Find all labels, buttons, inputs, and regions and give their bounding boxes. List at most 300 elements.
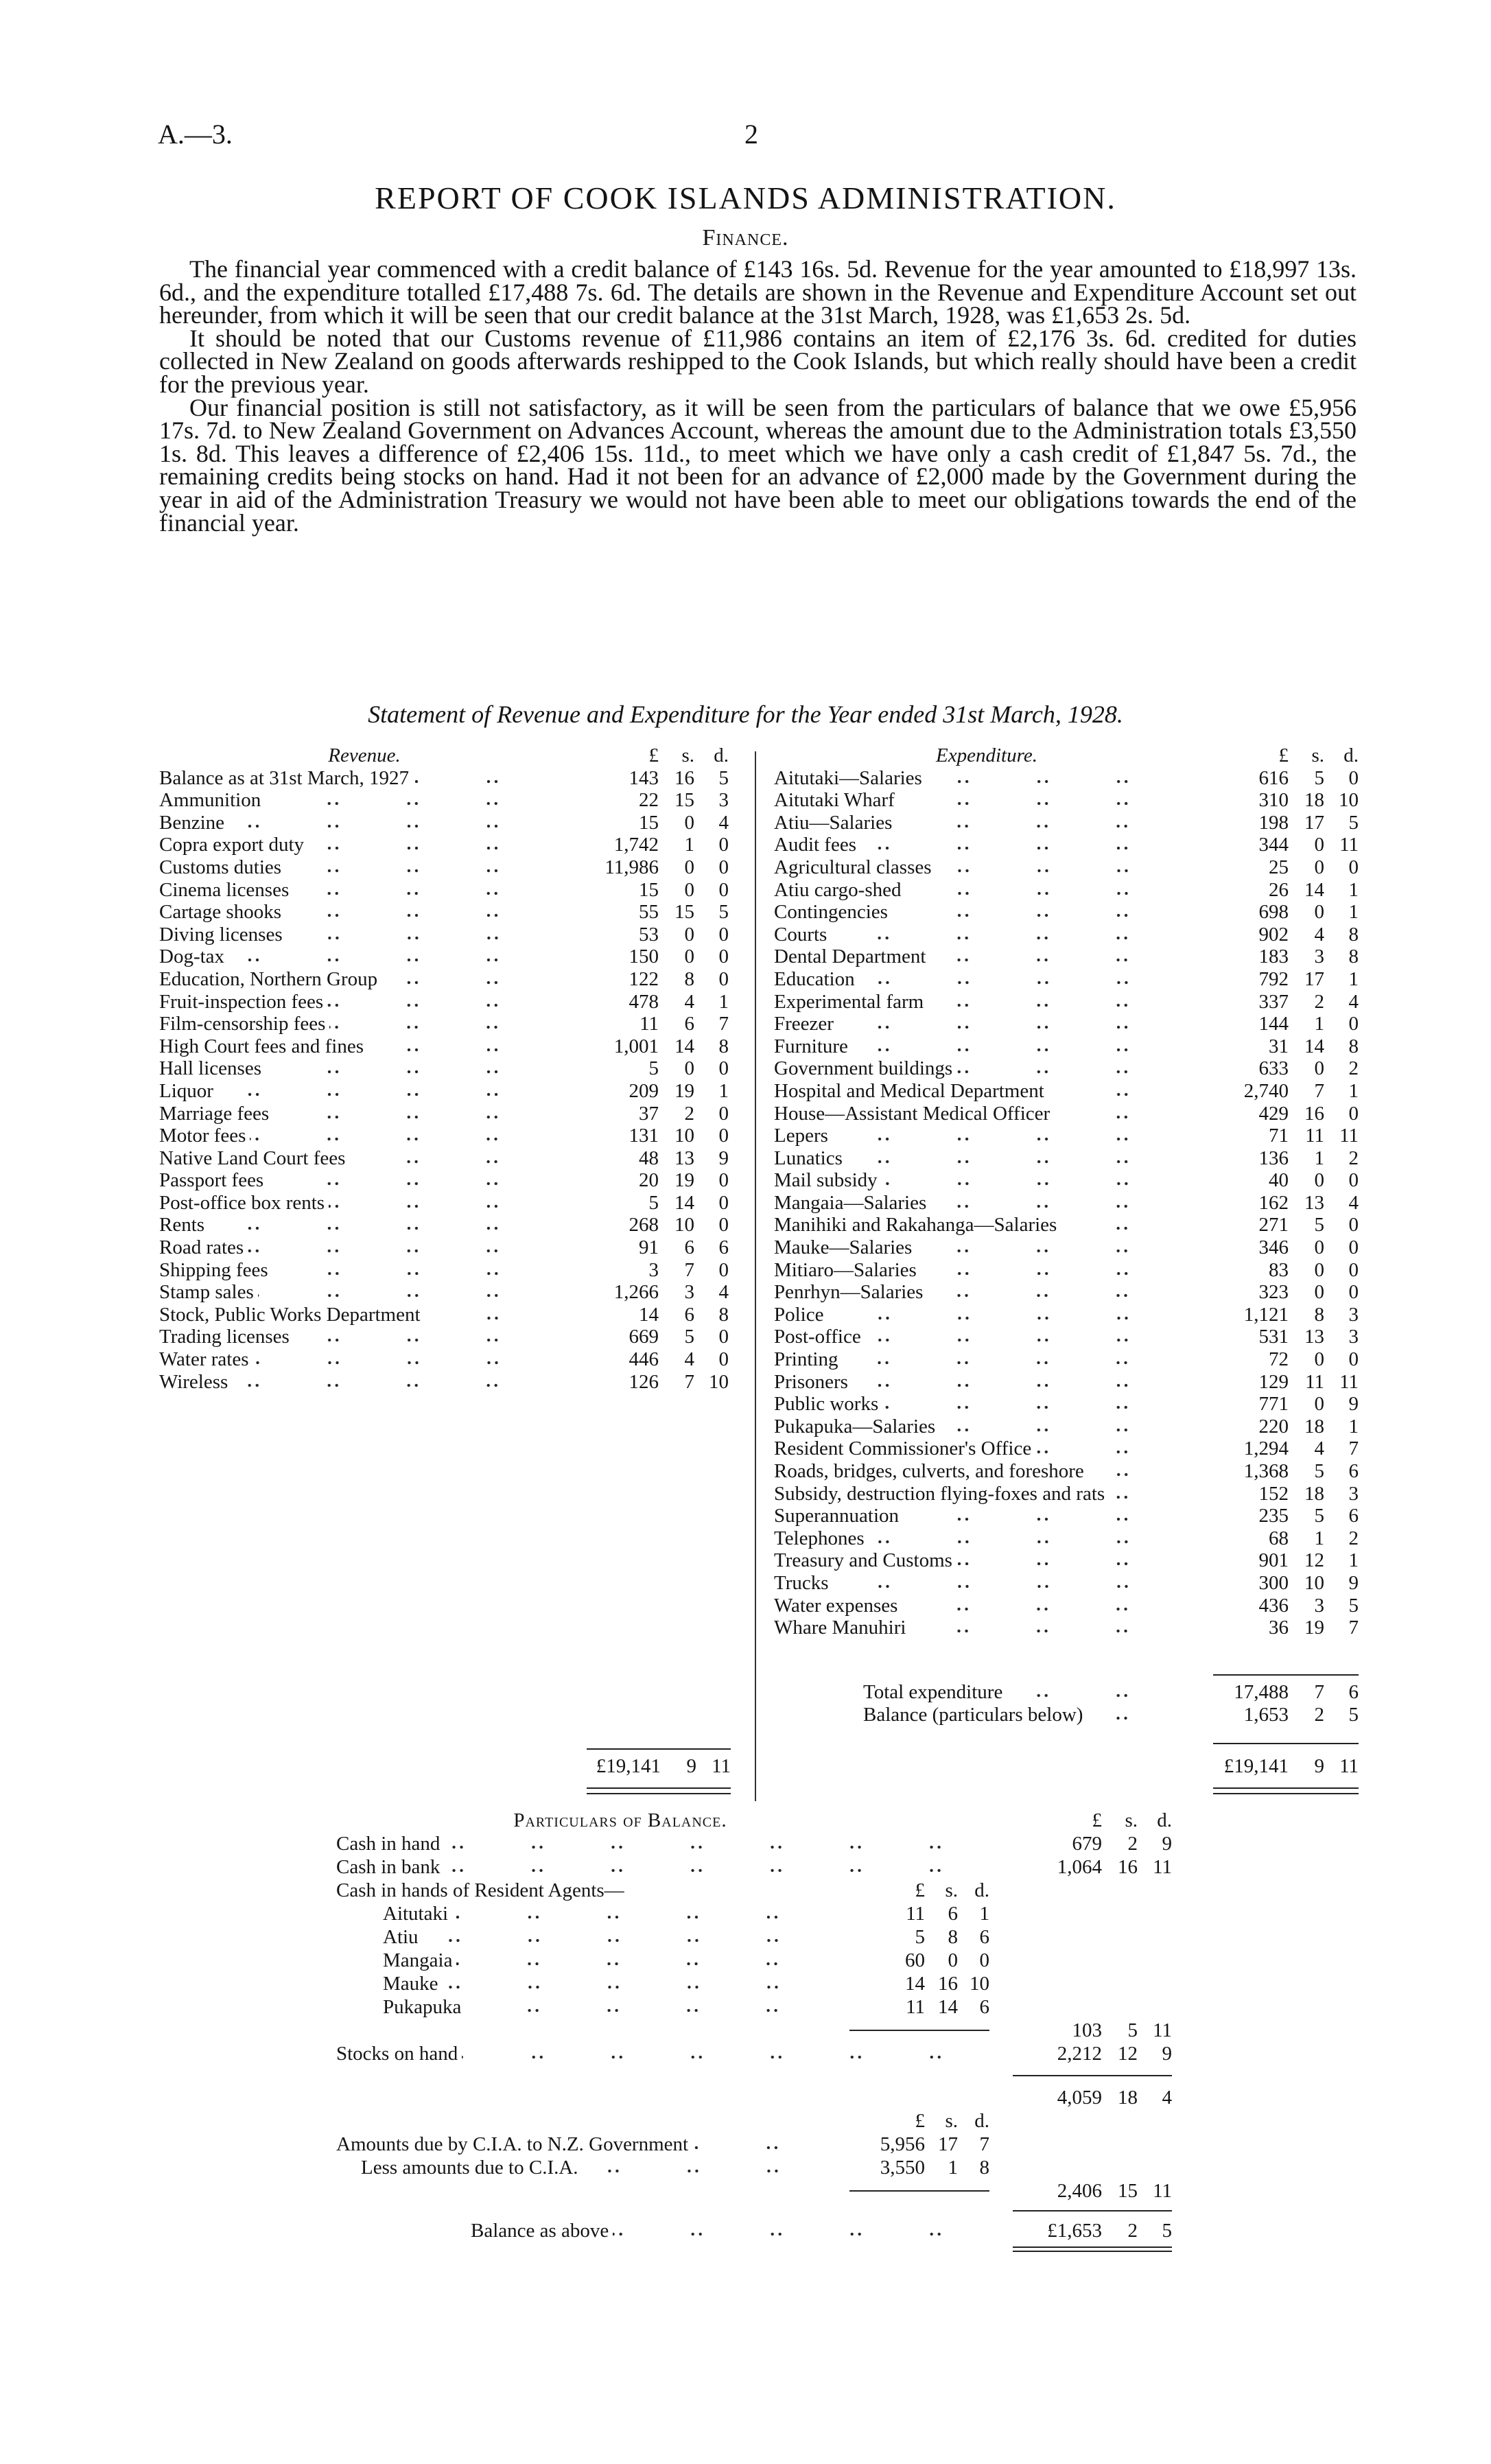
row-label: Less amounts due to C.I.A. — [361, 2157, 578, 2179]
shillings: 17 — [1304, 811, 1324, 834]
revenue-rows — [159, 767, 729, 1394]
dot-leader — [444, 1859, 1009, 1873]
pence: 1 — [1348, 1549, 1359, 1572]
total-pounds: £19,141 — [596, 1755, 661, 1777]
pence: 5 — [1348, 811, 1359, 834]
pence: 6 — [979, 1996, 989, 2018]
shillings: 0 — [684, 856, 694, 878]
difference-row — [336, 2179, 1172, 2203]
dot-leader — [1087, 1707, 1195, 1721]
dot-leader — [1109, 1486, 1195, 1500]
pounds: 300 — [1258, 1571, 1289, 1594]
revenue-row — [159, 879, 729, 902]
shillings-header: s. — [681, 744, 694, 766]
dot-leader — [258, 1284, 565, 1298]
row-label: Rents — [159, 1214, 205, 1236]
shillings: 14 — [674, 1035, 694, 1057]
dot-leader — [916, 1240, 1195, 1254]
pounds: 1,121 — [1243, 1303, 1289, 1326]
expenditure-row — [774, 1080, 1359, 1103]
shillings: 17 — [938, 2133, 958, 2155]
expenditure-row — [774, 1393, 1359, 1416]
shillings: 5 — [1314, 1505, 1324, 1527]
pounds: 5 — [915, 1926, 925, 1948]
revenue-header — [159, 744, 729, 767]
pounds: 2,740 — [1243, 1079, 1289, 1102]
revenue-table — [159, 744, 729, 1393]
row-label: Subsidy, destruction flying-foxes and rats — [774, 1482, 1105, 1505]
pounds: 669 — [629, 1326, 659, 1348]
pounds: 37 — [639, 1102, 659, 1125]
pence: 8 — [718, 1303, 729, 1326]
revenue-row — [159, 1057, 729, 1080]
pence: 0 — [718, 1191, 729, 1214]
agent-row — [336, 1902, 1172, 1925]
page-number: 2 — [744, 119, 758, 150]
paragraph: The financial year commenced with a credit balance of £143 16s. 5d. Revenue for the year amounted to £18,997 13s. 6d., and the expenditure totalled £17,488 7s. 6d. The details are shown in the Revenue and Expenditure Account set out hereunder, from which it will be seen that our credit balance at the 31st March, 1928, was £1,653 2s. 5d. — [159, 255, 1357, 329]
total-pence: 11 — [1339, 1755, 1359, 1777]
row-label: Roads, bridges, culverts, and foreshore — [774, 1460, 1084, 1482]
dot-leader — [832, 1128, 1195, 1142]
pounds: 1,742 — [613, 834, 659, 856]
pounds: 14 — [905, 1973, 925, 1995]
dot-leader — [926, 771, 1195, 784]
shillings: 0 — [684, 1057, 694, 1080]
shillings: 2 — [1314, 990, 1324, 1013]
row-label: Stock, Public Works Department — [159, 1303, 421, 1326]
dot-leader — [253, 1352, 566, 1365]
agents-label: Cash in hands of Resident Agents— — [336, 1879, 624, 1901]
due-cia-row — [336, 2156, 1172, 2179]
pence: 1 — [1348, 1079, 1359, 1102]
row-label: Customs duties — [159, 856, 282, 878]
expenditure-row — [774, 1416, 1359, 1438]
pounds: 1,653 — [1243, 1703, 1289, 1726]
pounds: 48 — [639, 1147, 659, 1169]
pence: 0 — [718, 923, 729, 946]
shillings: 6 — [684, 1013, 694, 1035]
section-heading: Finance. — [702, 225, 789, 250]
pence: 4 — [1162, 2087, 1172, 2109]
pence: 9 — [1162, 2043, 1172, 2065]
pence: 3 — [1348, 1303, 1359, 1326]
row-label: Resident Commissioner's Office — [774, 1438, 1032, 1460]
pence: 2 — [1348, 1147, 1359, 1169]
pence: 10 — [709, 1370, 729, 1393]
row-label: High Court fees and fines — [159, 1035, 364, 1057]
pence: 11 — [1339, 1125, 1359, 1147]
row-label: Furniture — [774, 1035, 848, 1057]
shillings: 16 — [674, 766, 694, 789]
agents-total-row — [336, 2019, 1172, 2042]
pounds: 162 — [1258, 1191, 1289, 1214]
balance-double-rule-row — [336, 2242, 1172, 2256]
shillings: 5 — [684, 1326, 694, 1348]
pence: 4 — [1348, 990, 1359, 1013]
pence: 6 — [718, 1236, 729, 1259]
revenue-row — [159, 789, 729, 812]
revenue-row — [159, 1035, 729, 1058]
pounds: 91 — [639, 1236, 659, 1259]
dot-leader — [293, 882, 565, 896]
shillings: 10 — [1304, 1571, 1324, 1594]
shillings: 16 — [1118, 1856, 1138, 1878]
revenue-row — [159, 834, 729, 856]
row-label: Police — [774, 1303, 824, 1326]
shillings: 2 — [684, 1102, 694, 1125]
pounds: 5,956 — [880, 2133, 925, 2155]
agent-row — [336, 1925, 1172, 1949]
pence: 5 — [1348, 1594, 1359, 1617]
row-label: Aitutaki—Salaries — [774, 766, 922, 789]
expenditure-row — [774, 1192, 1359, 1215]
pounds: 346 — [1258, 1236, 1289, 1259]
row-label: Trucks — [774, 1571, 829, 1594]
revenue-row — [159, 924, 729, 946]
total-shillings: 9 — [1314, 1755, 1324, 1777]
pounds: 901 — [1258, 1549, 1289, 1572]
pounds: 1,064 — [1057, 1856, 1102, 1878]
shillings: 4 — [684, 990, 694, 1013]
pence: 4 — [1348, 1191, 1359, 1214]
shillings: 4 — [684, 1348, 694, 1371]
particulars-header — [336, 1809, 1172, 1832]
pence: 2 — [1348, 1057, 1359, 1080]
shillings: 3 — [684, 1281, 694, 1304]
expenditure-row — [774, 1438, 1359, 1460]
dot-leader — [285, 860, 565, 873]
pence: 0 — [718, 1169, 729, 1192]
pence: 5 — [718, 901, 729, 924]
pence-header: d. — [1343, 744, 1359, 766]
pence: 5 — [718, 766, 729, 789]
row-label: Mail subsidy — [774, 1169, 878, 1192]
expenditure-row — [774, 946, 1359, 968]
shillings: 5 — [1127, 2019, 1138, 2041]
dot-leader — [228, 815, 565, 829]
expenditure-row — [774, 1169, 1359, 1192]
dot-leader — [462, 2046, 1009, 2060]
pounds: 271 — [1258, 1214, 1289, 1236]
pounds: 771 — [1258, 1393, 1289, 1416]
pence: 1 — [1348, 901, 1359, 924]
pence: 0 — [718, 856, 729, 878]
agents-header-row — [336, 1879, 1172, 1902]
dot-leader — [838, 1016, 1195, 1030]
shillings: 4 — [1314, 923, 1324, 946]
pence: 9 — [1348, 1393, 1359, 1416]
shillings: 0 — [684, 946, 694, 968]
document-reference: A.—3. — [158, 119, 233, 150]
pence: 11 — [1339, 1370, 1359, 1393]
dot-leader — [921, 1263, 1195, 1276]
shillings: 14 — [938, 1996, 958, 2018]
pounds-header: £ — [648, 744, 659, 766]
dot-leader — [847, 1151, 1195, 1164]
expenditure-row — [774, 789, 1359, 812]
dot-leader — [456, 1953, 845, 1967]
shillings: 7 — [1314, 1079, 1324, 1102]
revenue-row — [159, 901, 729, 924]
row-label: Mangaia—Salaries — [774, 1191, 927, 1214]
pence: 0 — [1348, 1102, 1359, 1125]
pence: 7 — [979, 2133, 989, 2155]
shillings: 10 — [674, 1214, 694, 1236]
dot-leader — [273, 1106, 565, 1120]
shillings: 16 — [938, 1973, 958, 1995]
revenue-row — [159, 1080, 729, 1103]
row-label: Amounts due by C.I.A. to N.Z. Government — [336, 2133, 689, 2155]
dot-leader — [1035, 1441, 1195, 1455]
dot-leader — [272, 1263, 565, 1276]
pence: 0 — [979, 1949, 989, 1971]
row-label: Stamp sales — [159, 1281, 254, 1304]
shillings: 1 — [948, 2157, 958, 2179]
dot-leader — [910, 1620, 1195, 1634]
shillings: 14 — [674, 1191, 694, 1214]
pounds: 150 — [629, 946, 659, 968]
dot-leader — [287, 927, 565, 941]
dot-leader — [294, 1329, 565, 1343]
pence: 4 — [718, 1281, 729, 1304]
dot-leader — [852, 1374, 1195, 1388]
dot-leader — [349, 1151, 565, 1164]
subtotal-row — [336, 2086, 1172, 2109]
revenue-row — [159, 1103, 729, 1125]
total-pounds: £19,141 — [1223, 1755, 1289, 1777]
pounds: 126 — [629, 1370, 659, 1393]
pounds: 220 — [1258, 1415, 1289, 1438]
shillings: 18 — [1304, 1415, 1324, 1438]
row-label: Balance (particulars below) — [863, 1703, 1083, 1726]
pence: 4 — [718, 811, 729, 834]
pence-header: d. — [974, 2110, 989, 2132]
pence: 8 — [1348, 923, 1359, 946]
shillings: 12 — [1118, 2043, 1138, 2065]
pounds: 446 — [629, 1348, 659, 1371]
pence: 1 — [1348, 878, 1359, 901]
pounds: 17,488 — [1234, 1681, 1289, 1703]
pence: 8 — [1348, 1035, 1359, 1057]
expenditure-row — [774, 1013, 1359, 1035]
pounds: 20 — [639, 1169, 659, 1192]
expenditure-row — [774, 1304, 1359, 1326]
total-shillings: 9 — [686, 1755, 696, 1777]
dot-leader — [930, 1195, 1195, 1209]
revenue-row — [159, 1013, 729, 1035]
dot-leader — [869, 1531, 1195, 1545]
row-label: Mitiaro—Salaries — [774, 1258, 917, 1281]
dot-leader — [1007, 1685, 1195, 1698]
row-label: Freezer — [774, 1013, 834, 1035]
shillings: 0 — [684, 923, 694, 946]
shillings: 0 — [1314, 901, 1324, 924]
pence: 0 — [718, 834, 729, 856]
revenue-row — [159, 1326, 729, 1348]
revenue-heading: Revenue. — [328, 744, 401, 766]
pounds: 11 — [639, 1013, 659, 1035]
revenue-double-rule — [587, 1787, 731, 1794]
revenue-row — [159, 1348, 729, 1371]
pounds: 1,001 — [613, 1035, 659, 1057]
pence: 9 — [1348, 1571, 1359, 1594]
pounds: 5 — [648, 1191, 659, 1214]
pounds: 103 — [1072, 2019, 1102, 2041]
row-label: Mauke — [383, 1973, 438, 1995]
expenditure-row — [774, 1103, 1359, 1125]
revenue-total — [572, 1755, 731, 1778]
pounds: 792 — [1258, 967, 1289, 990]
row-label: Pukapuka—Salaries — [774, 1415, 936, 1438]
pounds: 3 — [648, 1258, 659, 1281]
row-label: Aitutaki — [383, 1903, 449, 1925]
pence: 1 — [1348, 967, 1359, 990]
row-label: Atiu — [383, 1926, 419, 1948]
row-label: Mauke—Salaries — [774, 1236, 913, 1259]
dot-leader — [228, 949, 565, 963]
dot-leader — [583, 2160, 845, 2174]
shillings: 2 — [1314, 1703, 1324, 1726]
pence: 7 — [718, 1013, 729, 1035]
row-label: Education, Northern Group — [159, 967, 378, 990]
pounds-header: £ — [1092, 1809, 1102, 1831]
cash-in-bank-row — [336, 1855, 1172, 1879]
pence: 0 — [718, 1214, 729, 1236]
row-label: Motor fees — [159, 1125, 246, 1147]
dot-leader — [209, 1217, 565, 1231]
due-header-row — [336, 2109, 1172, 2133]
row-label: Trading licenses — [159, 1326, 290, 1348]
pence: 6 — [1348, 1505, 1359, 1527]
dot-leader — [381, 972, 565, 985]
dot-leader — [939, 1419, 1195, 1433]
dot-leader — [882, 1173, 1195, 1186]
pence-header: d. — [714, 744, 729, 766]
dot-leader — [833, 1575, 1195, 1589]
expenditure-row — [774, 1460, 1359, 1483]
shillings: 7 — [1314, 1681, 1324, 1703]
agent-row — [336, 1949, 1172, 1972]
dot-leader — [892, 904, 1195, 918]
shillings: 0 — [1314, 1393, 1324, 1416]
pounds: 698 — [1258, 901, 1289, 924]
particulars-heading: Particulars of Balance. — [513, 1809, 727, 1831]
pence: 6 — [979, 1926, 989, 1948]
pence: 0 — [718, 878, 729, 901]
expenditure-row — [774, 767, 1359, 790]
pence: 0 — [1348, 1348, 1359, 1371]
expenditure-row — [774, 901, 1359, 924]
dot-leader — [903, 1508, 1195, 1522]
shillings: 11 — [1305, 1125, 1324, 1147]
shillings: 15 — [674, 901, 694, 924]
agent-rows — [336, 1902, 1172, 2019]
revenue-row — [159, 1371, 729, 1394]
dot-leader — [444, 1836, 1009, 1850]
pence: 0 — [1348, 1236, 1359, 1259]
shillings: 19 — [1304, 1617, 1324, 1639]
shillings: 15 — [1118, 2180, 1138, 2202]
row-label: Penrhyn—Salaries — [774, 1281, 924, 1304]
dot-leader — [828, 1307, 1196, 1321]
pence: 1 — [718, 1079, 729, 1102]
pence: 0 — [1348, 766, 1359, 789]
expenditure-row — [774, 1035, 1359, 1058]
row-label: Fruit-inspection fees — [159, 990, 324, 1013]
revenue-row — [159, 1236, 729, 1259]
dot-leader — [1054, 1106, 1195, 1120]
shillings: 4 — [1314, 1438, 1324, 1460]
dot-leader — [956, 1553, 1195, 1567]
pounds: 11 — [906, 1996, 925, 2018]
expenditure-row — [774, 856, 1359, 879]
expenditure-row — [774, 1147, 1359, 1170]
pounds: 14 — [639, 1303, 659, 1326]
row-label: Copra export duty — [159, 834, 305, 856]
row-label: Dental Department — [774, 946, 926, 968]
row-label: Education — [774, 967, 855, 990]
pounds: 68 — [1269, 1527, 1289, 1549]
subtotal-rule-row — [336, 2065, 1172, 2086]
dot-leader — [452, 1906, 845, 1920]
shillings: 2 — [1127, 1833, 1138, 1855]
stocks-row — [336, 2042, 1172, 2065]
dot-leader — [1061, 1217, 1195, 1231]
dot-leader — [368, 1039, 565, 1053]
pounds: 679 — [1072, 1833, 1102, 1855]
dot-leader — [266, 1061, 565, 1075]
pence: 0 — [1348, 1214, 1359, 1236]
expenditure-total-rule — [1213, 1743, 1359, 1744]
pence: 0 — [1348, 1013, 1359, 1035]
pounds: 122 — [629, 967, 659, 990]
shillings: 0 — [1314, 834, 1324, 856]
agent-row — [336, 1972, 1172, 1995]
row-label: Cash in hand — [336, 1833, 441, 1855]
row-label: Post-office — [774, 1326, 861, 1348]
pounds: 1,294 — [1243, 1438, 1289, 1460]
row-label: Road rates — [159, 1236, 244, 1259]
pounds: 15 — [639, 811, 659, 834]
pounds: 616 — [1258, 766, 1289, 789]
shillings: 8 — [684, 967, 694, 990]
pounds: 323 — [1258, 1281, 1289, 1304]
shillings: 13 — [1304, 1191, 1324, 1214]
shillings: 0 — [948, 1949, 958, 1971]
pounds: 310 — [1258, 789, 1289, 812]
pence: 0 — [718, 967, 729, 990]
pence: 5 — [1162, 2220, 1172, 2242]
total-pence: 11 — [712, 1755, 731, 1777]
dot-leader — [218, 1083, 565, 1097]
shillings: 17 — [1304, 967, 1324, 990]
row-label: Public works — [774, 1393, 879, 1416]
row-label: Pukapuka — [383, 1996, 462, 2018]
pounds: 633 — [1258, 1057, 1289, 1080]
row-label: Manihiki and Rakahanga—Salaries — [774, 1214, 1057, 1236]
shillings: 18 — [1304, 1482, 1324, 1505]
shillings: 3 — [1314, 946, 1324, 968]
report-title: REPORT OF COOK ISLANDS ADMINISTRATION. — [375, 180, 1116, 215]
pence: 10 — [970, 1973, 989, 1995]
shillings: 19 — [674, 1169, 694, 1192]
dot-leader — [265, 793, 565, 806]
shillings: 5 — [1314, 1214, 1324, 1236]
pounds: 136 — [1258, 1147, 1289, 1169]
expenditure-rows — [774, 767, 1359, 1639]
revenue-row — [159, 991, 729, 1013]
expenditure-row — [774, 1281, 1359, 1304]
